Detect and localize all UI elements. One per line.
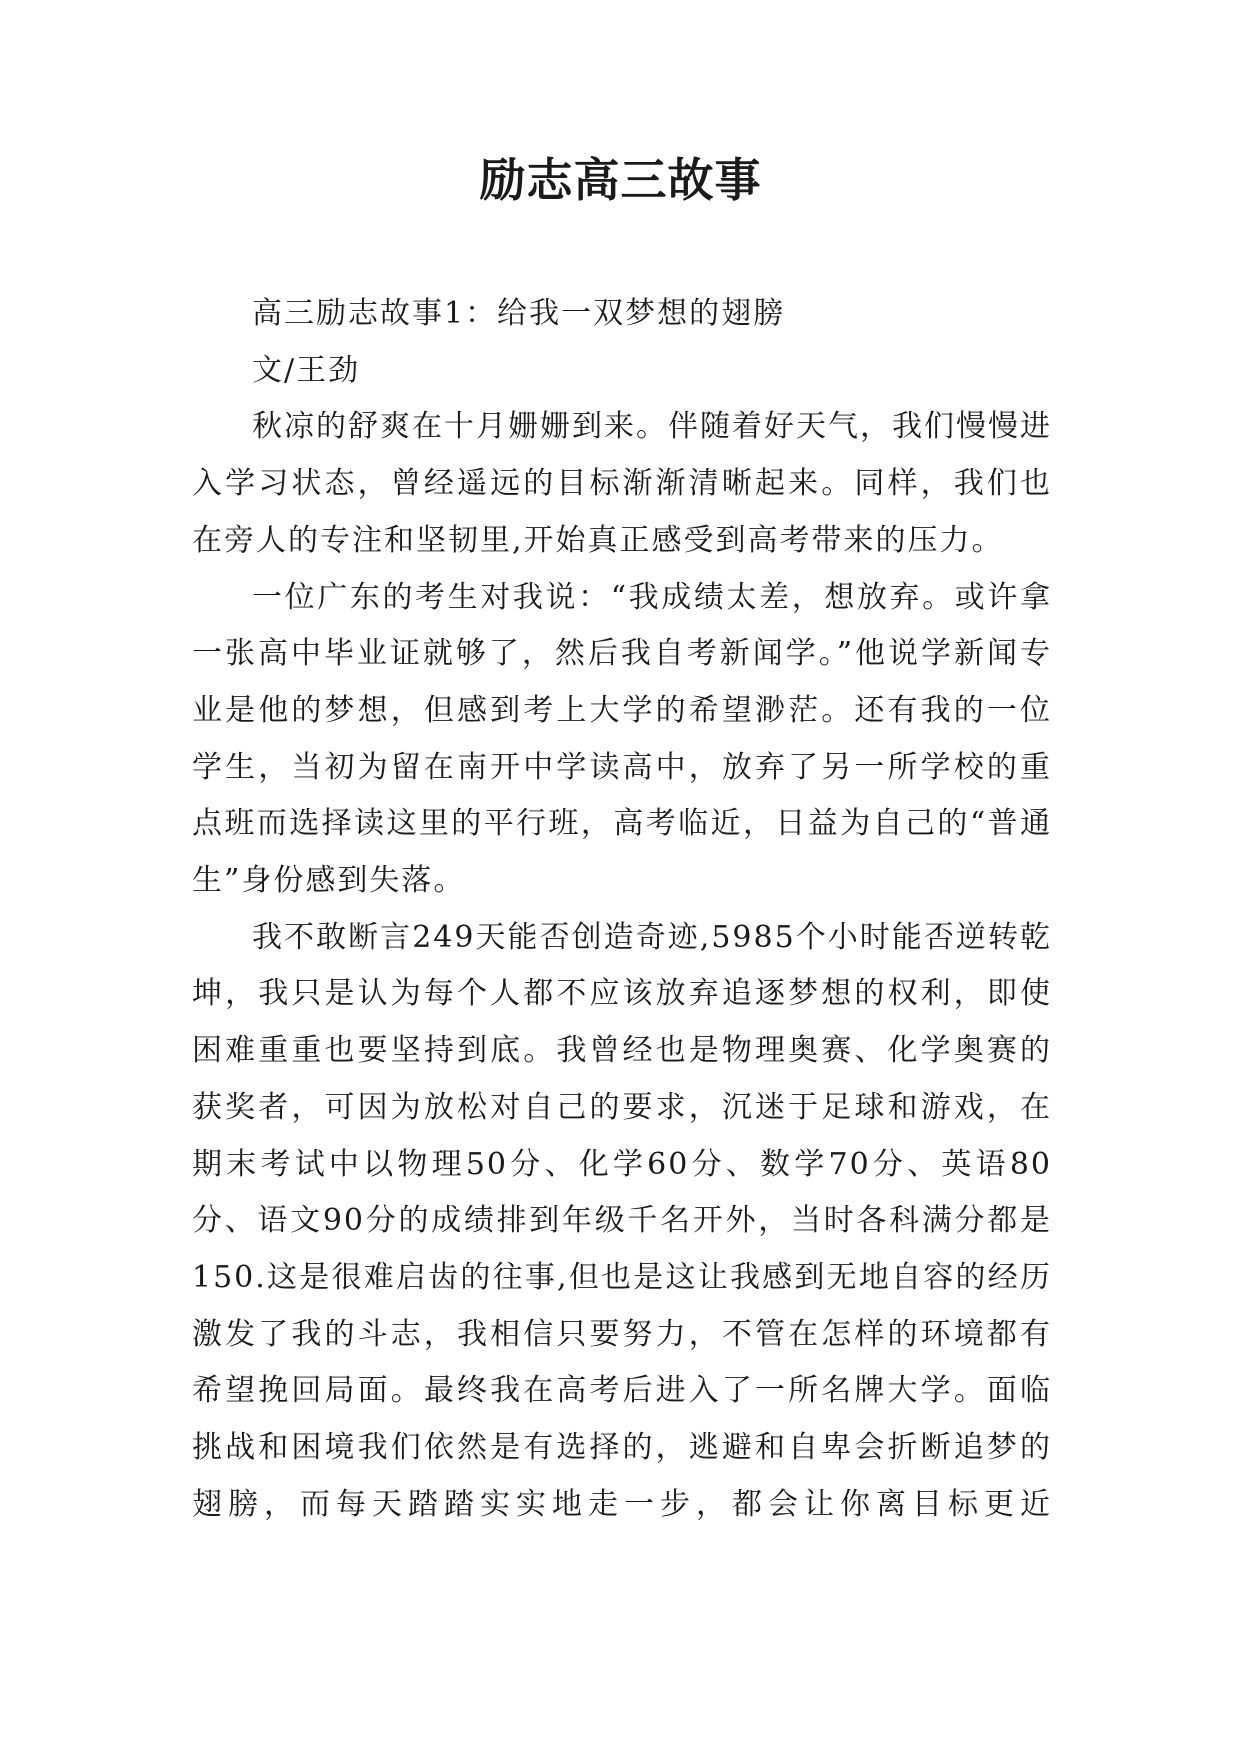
paragraph-author-experience: 我不敢断言249天能否创造奇迹,5985个小时能否逆转乾坤，我只是认为每个人都不应该放弃追逐梦想的权利，即使困难重重也要坚持到底。我曾经也是物理奥赛、化学奥赛的获奖者，可因为放松对自己的要求，沉迷于足球和游戏，在期末考试中以物理50分、化学60分、数学70分、英语80分、语文90分的成绩排到年级千名开外，当时各科满分都是150.这是很难启齿的往事,但也是这让我感到无地自容的经历激发了我的斗志，我相信只要努力，不管在怎样的环境都有希望挽回局面。最终我在高考后进入了一所名牌大学。面临挑战和困境我们依然是有选择的，逃避和自卑会折断追梦的翅膀，而每天踏踏实实地走一步，都会让你离目标更近 [192,919,1052,1522]
author-line: 文/王劲 [252,352,361,388]
document-body [192,286,1052,1533]
paragraph-guangdong-student: 一位广东的考生对我说：“我成绩太差，想放弃。或许拿一张高中毕业证就够了，然后我自考新闻学。”他说学新闻专业是他的梦想，但感到考上大学的希望渺茫。还有我的一位学生，当初为留在南开中学读高中，放弃了另一所学校的重点班而选择读这里的平行班，高考临近，日益为自己的“普通生”身份感到失落。 [192,579,1052,899]
paragraph-autumn: 秋凉的舒爽在十月姗姗到来。伴随着好天气，我们慢慢进入学习状态，曾经遥远的目标渐渐清晰起来。同样，我们也在旁人的专注和坚韧里,开始真正感受到高考带来的压力。 [192,409,1052,558]
document-title: 励志高三故事 [479,153,762,207]
story-heading: 高三励志故事1：给我一双梦想的翅膀 [252,296,786,331]
